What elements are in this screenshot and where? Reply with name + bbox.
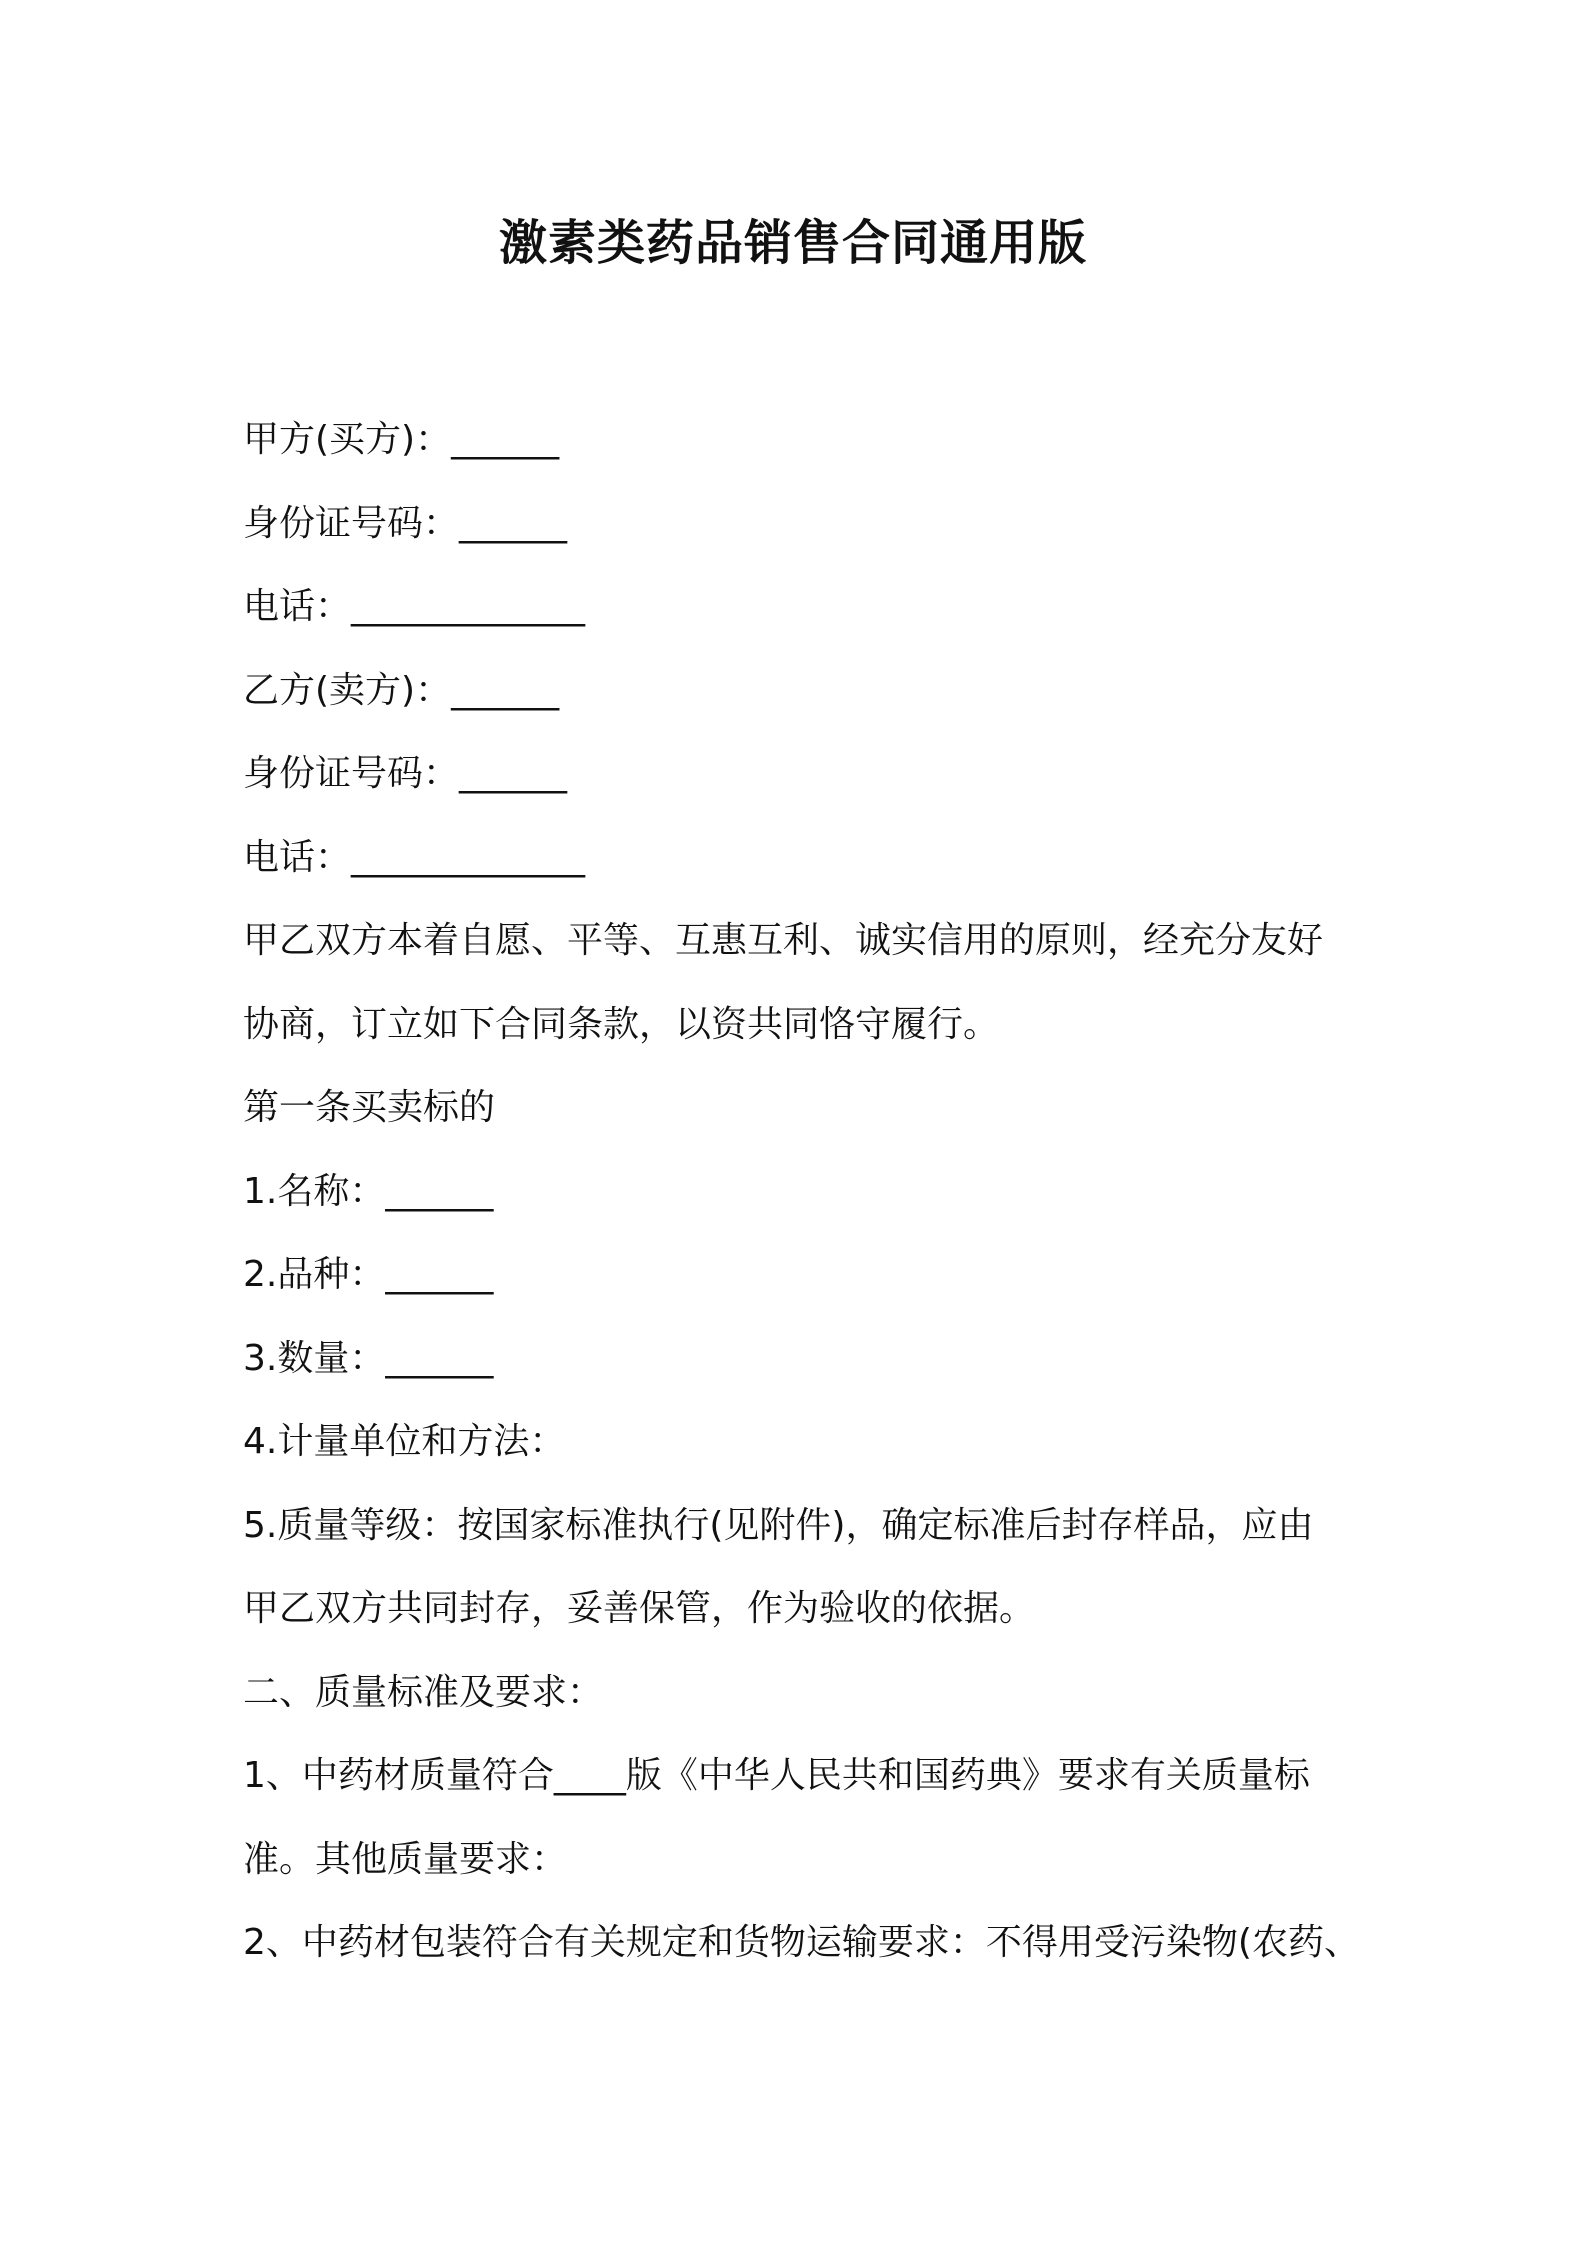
document-body xyxy=(243,398,1363,1985)
document-title: 激素类药品销售合同通用版 xyxy=(498,215,1087,271)
preamble-line-2: 协商，订立如下合同条款，以资共同恪守履行。 xyxy=(243,1003,1000,1045)
party-a-id-line: 身份证号码：______ xyxy=(243,502,568,544)
preamble-line-1: 甲乙双方本着自愿、平等、互惠互利、诚实信用的原则，经充分友好 xyxy=(243,920,1324,961)
quality-standard-line-1: 1、中药材质量符合____版《中华人民共和国药典》要求有关质量标 xyxy=(243,1755,1310,1796)
item-quantity-line: 3.数量：______ xyxy=(243,1337,494,1379)
item-variety-line: 2.品种：______ xyxy=(243,1254,494,1295)
packaging-requirement-line: 2、中药材包装符合有关规定和货物运输要求：不得用受污染物(农药、 xyxy=(243,1922,1360,1963)
party-b-phone-line: 电话：_____________ xyxy=(243,836,586,878)
article-2-heading: 二、质量标准及要求： xyxy=(243,1671,604,1713)
article-1-heading: 第一条买卖标的 xyxy=(243,1087,496,1128)
item-unit-method-line: 4.计量单位和方法： xyxy=(243,1421,566,1462)
party-a-buyer-line: 甲方(买方)：______ xyxy=(243,419,560,460)
quality-standard-line-2: 准。其他质量要求： xyxy=(243,1838,568,1880)
party-b-id-line: 身份证号码：______ xyxy=(243,753,568,794)
item-name-line: 1.名称：______ xyxy=(243,1170,494,1212)
party-a-phone-line: 电话：_____________ xyxy=(243,586,586,627)
party-b-seller-line: 乙方(卖方)：______ xyxy=(243,669,560,711)
item-quality-grade-line-2: 甲乙双方共同封存，妥善保管，作为验收的依据。 xyxy=(243,1588,1036,1629)
item-quality-grade-line-1: 5.质量等级：按国家标准执行(见附件)，确定标准后封存样品，应由 xyxy=(243,1504,1314,1546)
